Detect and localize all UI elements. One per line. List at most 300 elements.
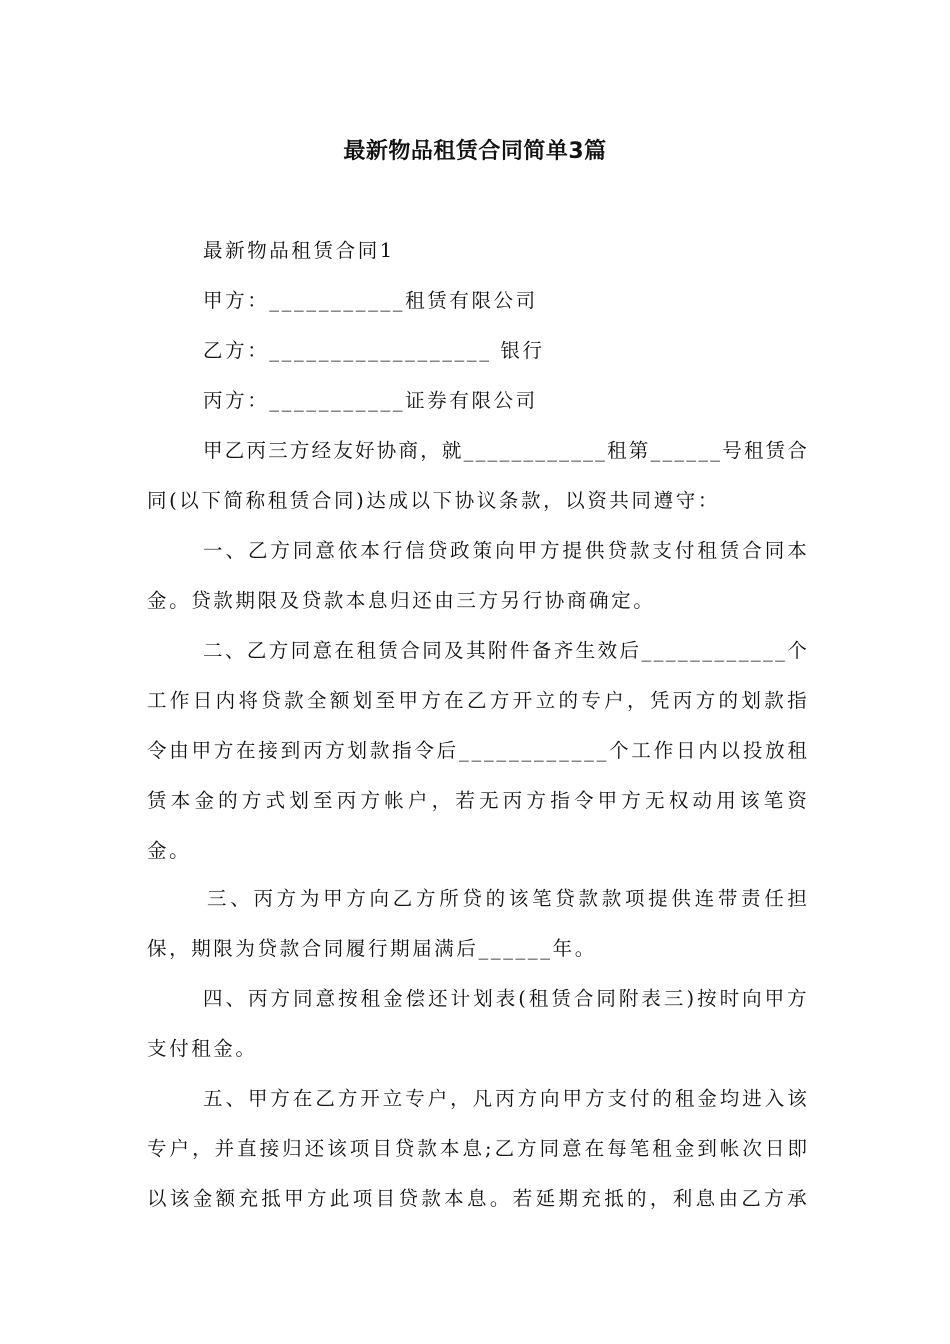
line-text: 该: [169, 1187, 190, 1210]
line-text: 同: [764, 539, 785, 562]
line-text: 乙: [224, 439, 245, 462]
line-text: 三: [207, 887, 227, 910]
line-text: 向: [495, 539, 515, 562]
line-text: _: [471, 739, 482, 762]
line-text: 作: [653, 739, 674, 762]
line-text: 三: [663, 987, 684, 1010]
line-text: 、: [224, 639, 245, 662]
line-text: 件: [509, 639, 530, 662]
line-text: 接: [259, 1137, 280, 1160]
line-text: 令: [147, 739, 167, 762]
line-text: 抵: [604, 1187, 624, 1210]
line-text: 划: [347, 739, 368, 762]
paragraph-line: [147, 1135, 807, 1163]
line-text: 并: [214, 1137, 235, 1160]
line-text: 日: [675, 739, 696, 762]
line-text: 款: [421, 1187, 441, 1210]
line-text: ，: [192, 1137, 212, 1160]
line-text: 二: [203, 639, 223, 662]
line-text: 的: [485, 887, 506, 910]
line-text: 方: [337, 1087, 358, 1110]
line-text: 其: [466, 639, 486, 662]
line-text: 该: [508, 887, 529, 910]
line-text: 方: [489, 689, 510, 712]
line-text: 附: [618, 987, 639, 1010]
line-text: 本: [360, 539, 380, 562]
line-text: 甲: [562, 1087, 583, 1110]
line-text: 户: [427, 1087, 448, 1110]
line-text: 同: [539, 1137, 560, 1160]
line-text: 计: [450, 987, 471, 1010]
line-text: 合: [787, 439, 807, 462]
line-text: 后: [436, 739, 457, 762]
line-text: 方: [584, 1087, 605, 1110]
line-text: 归: [282, 1137, 302, 1160]
line-text: ;: [484, 1137, 492, 1160]
line-text: 贷: [398, 1187, 418, 1210]
line-text: 方: [289, 439, 310, 462]
line-text: 款: [629, 539, 650, 562]
line-text: 付: [629, 1087, 650, 1110]
line-text: 凭: [649, 689, 670, 712]
line-text: 项: [352, 1187, 373, 1210]
line-text: 提: [648, 887, 668, 910]
line-text: (: [518, 987, 526, 1010]
line-text: 偿: [405, 987, 426, 1010]
line-text: 任: [764, 887, 784, 910]
line-text: 丙: [302, 739, 323, 762]
paragraph-line: 支付租金。: [147, 1037, 258, 1060]
line-text: 息: [462, 1137, 482, 1160]
line-text: 日: [764, 1137, 785, 1160]
line-text: 目: [372, 1137, 392, 1160]
line-text: 动: [692, 789, 713, 812]
line-text: 开: [512, 689, 533, 712]
line-text: 款: [578, 887, 599, 910]
line-text: _: [496, 739, 507, 762]
line-text: 个: [609, 739, 629, 762]
line-text: 方: [346, 887, 366, 910]
line-text: 付: [674, 539, 695, 562]
line-text: 、: [225, 539, 245, 562]
line-text: 按: [697, 987, 717, 1010]
line-text: 承: [787, 1187, 807, 1210]
line-text: _: [584, 739, 594, 762]
line-text: 金: [674, 1137, 695, 1160]
line-text: 户: [407, 789, 428, 812]
line-text: 赁: [378, 639, 398, 662]
line-text: 甲: [764, 987, 785, 1010]
line-text: 商: [398, 439, 418, 462]
line-text: 凡: [472, 1087, 493, 1110]
line-text: 连: [694, 887, 715, 910]
line-text: 本: [439, 1137, 460, 1160]
line-text: 四: [203, 987, 223, 1010]
line-text: _: [686, 439, 697, 462]
line-text: _: [595, 439, 605, 462]
line-text: 。: [489, 1187, 510, 1210]
line-text: 该: [739, 789, 760, 812]
line-text: 方: [307, 1187, 327, 1210]
line-text: 全: [307, 689, 327, 712]
line-text: 乙: [741, 1187, 761, 1210]
line-text: 租: [674, 1087, 695, 1110]
line-text: 方: [270, 539, 290, 562]
line-text: 权: [668, 789, 689, 812]
line-text: 充: [581, 1187, 601, 1210]
line-text: _: [726, 639, 737, 662]
line-text: 工: [147, 689, 167, 712]
line-text: 赁: [551, 987, 571, 1010]
line-text: 租: [360, 987, 381, 1010]
line-text: _: [710, 439, 721, 462]
line-text: 方: [540, 539, 560, 562]
line-text: 立: [382, 1087, 403, 1110]
line-text: 方: [268, 639, 289, 662]
line-text: _: [677, 639, 688, 662]
line-text: 租: [697, 539, 717, 562]
line-text: _: [475, 439, 486, 462]
line-text: 贷: [607, 539, 627, 562]
line-text: 方: [270, 987, 291, 1010]
line-text: 责: [741, 887, 761, 910]
line-text: 方: [276, 887, 297, 910]
paragraph-line: [207, 885, 807, 913]
line-text: 到: [697, 1137, 717, 1160]
line-text: 款: [369, 739, 390, 762]
line-text: 方: [695, 689, 716, 712]
line-text: 贷: [394, 1137, 415, 1160]
line-text: 以: [147, 1187, 167, 1210]
line-text: 向: [540, 1087, 560, 1110]
line-text: 甲: [323, 887, 343, 910]
party-c-line: 丙方：___________证券有限公司: [203, 389, 538, 412]
line-text: 的: [218, 789, 238, 812]
line-text: _: [738, 639, 749, 662]
line-text: 方: [213, 739, 234, 762]
line-text: 该: [327, 1137, 347, 1160]
line-text: 意: [315, 987, 336, 1010]
line-text: 款: [284, 689, 304, 712]
line-text: 此: [329, 1187, 350, 1210]
line-text: 丙: [336, 789, 357, 812]
line-text: 令: [573, 789, 594, 812]
line-text: 专: [581, 689, 601, 712]
line-text: 息: [695, 1187, 716, 1210]
line-text: 还: [304, 1137, 325, 1160]
line-text: 、: [225, 1087, 245, 1110]
line-text: 丙: [253, 887, 273, 910]
line-text: 个: [787, 639, 807, 662]
line-text: _: [750, 639, 761, 662]
paragraph-line: [203, 437, 807, 465]
line-text: _: [499, 439, 510, 462]
line-text: _: [509, 739, 519, 762]
line-text: 无: [645, 789, 665, 812]
line-text: 合: [400, 639, 420, 662]
line-text: 支: [652, 539, 672, 562]
line-text: 时: [719, 987, 740, 1010]
line-text: 的: [718, 689, 738, 712]
line-text: ，: [420, 439, 440, 462]
line-text: 丙: [502, 789, 523, 812]
line-text: 进: [742, 1087, 762, 1110]
line-text: 同: [293, 987, 313, 1010]
line-text: _: [674, 439, 685, 462]
line-text: 至: [313, 789, 333, 812]
line-text: 向: [742, 987, 762, 1010]
line-text: 目: [375, 1187, 396, 1210]
line-text: 开: [360, 1087, 380, 1110]
line-text: 即: [787, 1137, 807, 1160]
line-text: 甲: [247, 1087, 268, 1110]
line-text: ，: [431, 789, 452, 812]
line-text: 丙: [248, 987, 268, 1010]
line-text: 带: [717, 887, 738, 910]
line-text: 同: [596, 987, 616, 1010]
line-text: 表: [641, 987, 661, 1010]
paragraph-line: [203, 985, 807, 1013]
line-text: _: [714, 639, 725, 662]
line-text: 款: [417, 1137, 437, 1160]
line-text: 租: [607, 439, 627, 462]
line-text: 由: [169, 739, 189, 762]
line-text: _: [662, 439, 673, 462]
line-text: 工: [631, 739, 651, 762]
line-text: 信: [405, 539, 425, 562]
line-text: 指: [550, 789, 570, 812]
line-text: 供: [584, 539, 605, 562]
line-text: 齐: [553, 639, 574, 662]
line-text: 方: [787, 987, 807, 1010]
line-text: 依: [337, 539, 358, 562]
line-text: 方: [517, 1137, 537, 1160]
line-text: 生: [575, 639, 596, 662]
line-text: 租: [787, 739, 807, 762]
line-text: 作: [169, 689, 190, 712]
line-text: 为: [299, 887, 320, 910]
line-text: 合: [573, 987, 594, 1010]
line-text: 后: [619, 639, 640, 662]
line-text: ，: [627, 689, 647, 712]
line-text: 还: [428, 987, 448, 1010]
paragraph-line: [147, 737, 807, 765]
line-text: 政: [450, 539, 470, 562]
line-text: 方: [360, 789, 380, 812]
line-text: _: [641, 639, 652, 662]
paragraph-line: 金。: [147, 839, 192, 862]
line-text: 的: [652, 1087, 672, 1110]
line-text: 指: [392, 739, 412, 762]
line-text: _: [690, 639, 700, 662]
line-text: 直: [237, 1137, 257, 1160]
line-text: _: [511, 439, 522, 462]
line-text: 在: [334, 639, 355, 662]
line-text: 方: [764, 1187, 784, 1210]
line-text: 甲: [517, 539, 538, 562]
line-text: 期: [558, 1187, 578, 1210]
line-text: 笔: [532, 887, 552, 910]
line-text: _: [702, 639, 712, 662]
line-text: 供: [671, 887, 691, 910]
party-a-line: 甲方：___________租赁有限公司: [203, 289, 538, 312]
line-text: 方: [270, 1087, 290, 1110]
document-title: 最新物品租赁合同简单3篇: [343, 139, 607, 164]
line-text: 方: [517, 1087, 538, 1110]
paragraph-line: [203, 637, 807, 665]
line-text: 用: [716, 789, 736, 812]
line-text: 支: [607, 1087, 627, 1110]
line-text: 意: [562, 1137, 582, 1160]
line-text: 的: [627, 1187, 647, 1210]
line-text: _: [650, 439, 661, 462]
line-text: 将: [238, 689, 258, 712]
line-text: 入: [764, 1087, 785, 1110]
line-text: 甲: [597, 789, 618, 812]
line-text: 划: [352, 689, 373, 712]
line-text: 甲: [398, 689, 418, 712]
line-text: 租: [356, 639, 376, 662]
paragraph-line: 金。贷款期限及贷款本息归还由三方另行协商确定。: [147, 589, 656, 612]
line-text: _: [487, 439, 498, 462]
line-text: _: [521, 739, 532, 762]
line-text: 帐: [384, 789, 404, 812]
line-text: _: [546, 739, 557, 762]
line-text: 在: [444, 689, 464, 712]
line-text: 专: [147, 1137, 167, 1160]
line-text: 内: [698, 739, 718, 762]
party-b-line: 乙方：__________________ 银行: [203, 339, 545, 362]
line-text: 效: [597, 639, 618, 662]
line-text: 乙: [494, 1137, 515, 1160]
line-text: 到: [280, 739, 301, 762]
line-text: ，: [450, 1087, 470, 1110]
line-text: ): [686, 987, 695, 1010]
paragraph-line: [147, 687, 807, 715]
line-text: 充: [238, 1187, 258, 1210]
line-text: 同: [292, 539, 313, 562]
line-text: _: [665, 639, 676, 662]
line-text: 方: [421, 689, 441, 712]
line-text: _: [775, 639, 785, 662]
paragraph-line: [203, 1085, 807, 1113]
line-text: _: [559, 739, 569, 762]
line-text: 接: [258, 739, 278, 762]
line-text: 同: [290, 639, 311, 662]
line-text: 户: [169, 1137, 190, 1160]
line-text: 丙: [672, 689, 693, 712]
line-text: 方: [415, 887, 436, 910]
line-text: 额: [215, 1187, 236, 1210]
line-text: _: [559, 439, 569, 462]
paragraph-line: 同(以下简称租赁合同)达成以下协议条款，以资共同遵守：: [147, 489, 720, 512]
line-text: 方: [241, 789, 262, 812]
line-text: 附: [487, 639, 508, 662]
paragraph-line: [203, 537, 807, 565]
line-text: 乙: [392, 887, 413, 910]
line-text: _: [523, 439, 534, 462]
line-text: 乙: [246, 639, 267, 662]
line-text: 、: [225, 987, 246, 1010]
line-text: 额: [329, 689, 350, 712]
line-text: _: [698, 439, 709, 462]
line-text: 甲: [203, 439, 223, 462]
line-text: 金: [383, 987, 403, 1010]
line-text: 丙: [495, 1087, 515, 1110]
paragraph-line: [147, 787, 807, 815]
line-text: 乙: [467, 689, 487, 712]
line-text: 款: [601, 887, 622, 910]
line-text: _: [535, 439, 546, 462]
line-text: 本: [444, 1187, 464, 1210]
line-text: 令: [414, 739, 434, 762]
line-text: 内: [215, 689, 236, 712]
paragraph-line: [147, 1185, 807, 1213]
line-text: 贷: [427, 539, 448, 562]
line-text: _: [458, 739, 469, 762]
line-text: 至: [375, 689, 396, 712]
line-text: 第: [628, 439, 649, 462]
line-text: 项: [349, 1137, 370, 1160]
line-text: 所: [439, 887, 459, 910]
line-text: 金: [194, 789, 214, 812]
line-text: 息: [467, 1187, 487, 1210]
line-text: 笔: [763, 789, 784, 812]
line-text: 户: [604, 689, 624, 712]
line-text: 利: [672, 1187, 693, 1210]
line-text: 在: [292, 1087, 313, 1110]
line-text: 好: [355, 439, 375, 462]
line-text: 划: [741, 689, 761, 712]
line-text: 租: [528, 987, 549, 1010]
line-text: 的: [558, 689, 578, 712]
paragraph-line: 保，期限为贷款合同履行期届满后______年。: [147, 937, 597, 960]
line-text: 按: [338, 987, 358, 1010]
line-text: 丙: [246, 439, 266, 462]
line-text: 意: [315, 539, 335, 562]
line-text: 三: [268, 439, 288, 462]
line-text: 经: [311, 439, 332, 462]
line-text: 乙: [315, 1087, 335, 1110]
line-text: _: [534, 739, 544, 762]
line-text: 策: [472, 539, 493, 562]
line-text: 同: [422, 639, 442, 662]
contract-subtitle: 最新物品租赁合同1: [203, 239, 395, 262]
line-text: _: [483, 739, 494, 762]
line-text: 提: [562, 539, 583, 562]
line-text: 次: [742, 1137, 762, 1160]
line-text: 租: [743, 439, 764, 462]
line-text: 五: [203, 1087, 223, 1110]
line-text: 号: [722, 439, 742, 462]
line-text: 租: [652, 1137, 672, 1160]
line-text: _: [596, 739, 607, 762]
line-text: 本: [787, 539, 807, 562]
line-text: 贷: [555, 887, 575, 910]
line-text: 赁: [765, 439, 786, 462]
line-text: 划: [473, 987, 493, 1010]
line-text: 一: [203, 539, 223, 562]
line-text: 、: [230, 887, 250, 910]
line-text: 式: [265, 789, 286, 812]
line-text: 无: [479, 789, 499, 812]
line-text: 在: [236, 739, 256, 762]
line-text: 甲: [284, 1187, 304, 1210]
line-text: _: [571, 439, 581, 462]
line-text: 项: [624, 887, 645, 910]
line-text: _: [463, 439, 474, 462]
line-text: 指: [787, 689, 807, 712]
